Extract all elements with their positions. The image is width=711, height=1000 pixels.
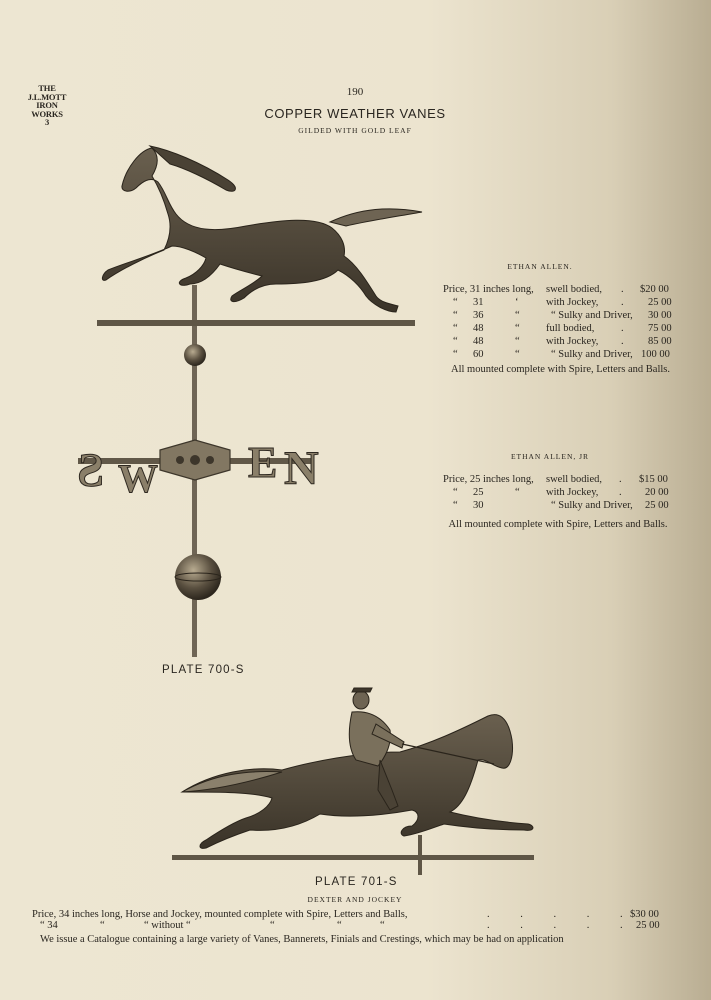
- price-row: “ 36 “ “ Sulky and Driver, 30 00: [453, 310, 672, 321]
- letter-n: N: [284, 442, 319, 495]
- letter-w: W: [118, 456, 158, 501]
- price-row: Price, 25 inches long, swell bodied, . $15 00: [443, 474, 668, 485]
- ethan-allen-jr-note: All mounted complete with Spire, Letters and Balls.: [448, 519, 668, 530]
- logo-line: IRON: [36, 100, 58, 110]
- lower-ball: [175, 554, 221, 600]
- price-row: “ 30 “ Sulky and Driver, 25 00: [453, 500, 669, 511]
- plate-701-weather-vane: [172, 688, 534, 875]
- jockey-vane-rod: [172, 855, 534, 860]
- price-row: “ 48 “ full bodied, . 75 00: [453, 323, 672, 334]
- ethan-allen-jr-price-list: [443, 473, 673, 512]
- jockey-vane-spire: [418, 835, 422, 875]
- price-row: “ 25 “ with Jockey, . 20 00: [453, 487, 669, 498]
- page-subtitle: GILDED WITH GOLD LEAF: [298, 126, 412, 135]
- price-row: “ 31 ‘ with Jockey, . 25 00: [453, 297, 672, 308]
- dexter-heading: DEXTER AND JOCKEY: [307, 895, 403, 904]
- ethan-allen-jr-heading: ETHAN ALLEN, JR: [510, 452, 590, 461]
- logo-line: THE: [38, 83, 56, 93]
- vane-rod: [97, 320, 415, 326]
- price-row: Price, 34 inches long, Horse and Jockey, mounted complete with Spire, Letters and Balls, . . . . . $30 00: [32, 909, 659, 920]
- plate-700-weather-vane: [77, 146, 422, 657]
- price-row: “ 48 “ with Jockey, . 85 00: [453, 336, 672, 347]
- page-title: COPPER WEATHER VANES: [264, 106, 446, 121]
- catalogue-footer-note: We issue a Catalogue containing a large variety of Vanes, Bannerets, Finials and Crestings, which may be had on application: [40, 934, 564, 945]
- ethan-allen-note: All mounted complete with Spire, Letters and Balls.: [451, 364, 670, 375]
- letter-s: S: [77, 444, 104, 497]
- logo-line: 3: [44, 117, 50, 127]
- ethan-allen-heading: ETHAN ALLEN.: [507, 262, 573, 271]
- plate-700-label: PLATE 700-S: [162, 664, 245, 676]
- letter-e: E: [248, 438, 278, 487]
- price-row: Price, 31 inches long, swell bodied, . $20 00: [443, 284, 669, 295]
- plate-701-label: PLATE 701-S: [315, 876, 398, 888]
- jl-mott-logo: [24, 84, 70, 127]
- ethan-allen-price-list: [443, 283, 673, 361]
- price-row: “ 34 “ “ without “ “ “ “ . . . . . 25 00: [40, 920, 660, 931]
- logo-line: J.L.MOTT: [27, 91, 67, 102]
- upper-ball: [184, 344, 206, 366]
- trotting-horse: [102, 146, 422, 312]
- page-number: 190: [346, 86, 364, 98]
- dexter-price-list: [32, 909, 672, 931]
- price-row: “ 60 “ “ Sulky and Driver, 100 00: [453, 349, 670, 360]
- logo-line: WORKS: [31, 108, 63, 119]
